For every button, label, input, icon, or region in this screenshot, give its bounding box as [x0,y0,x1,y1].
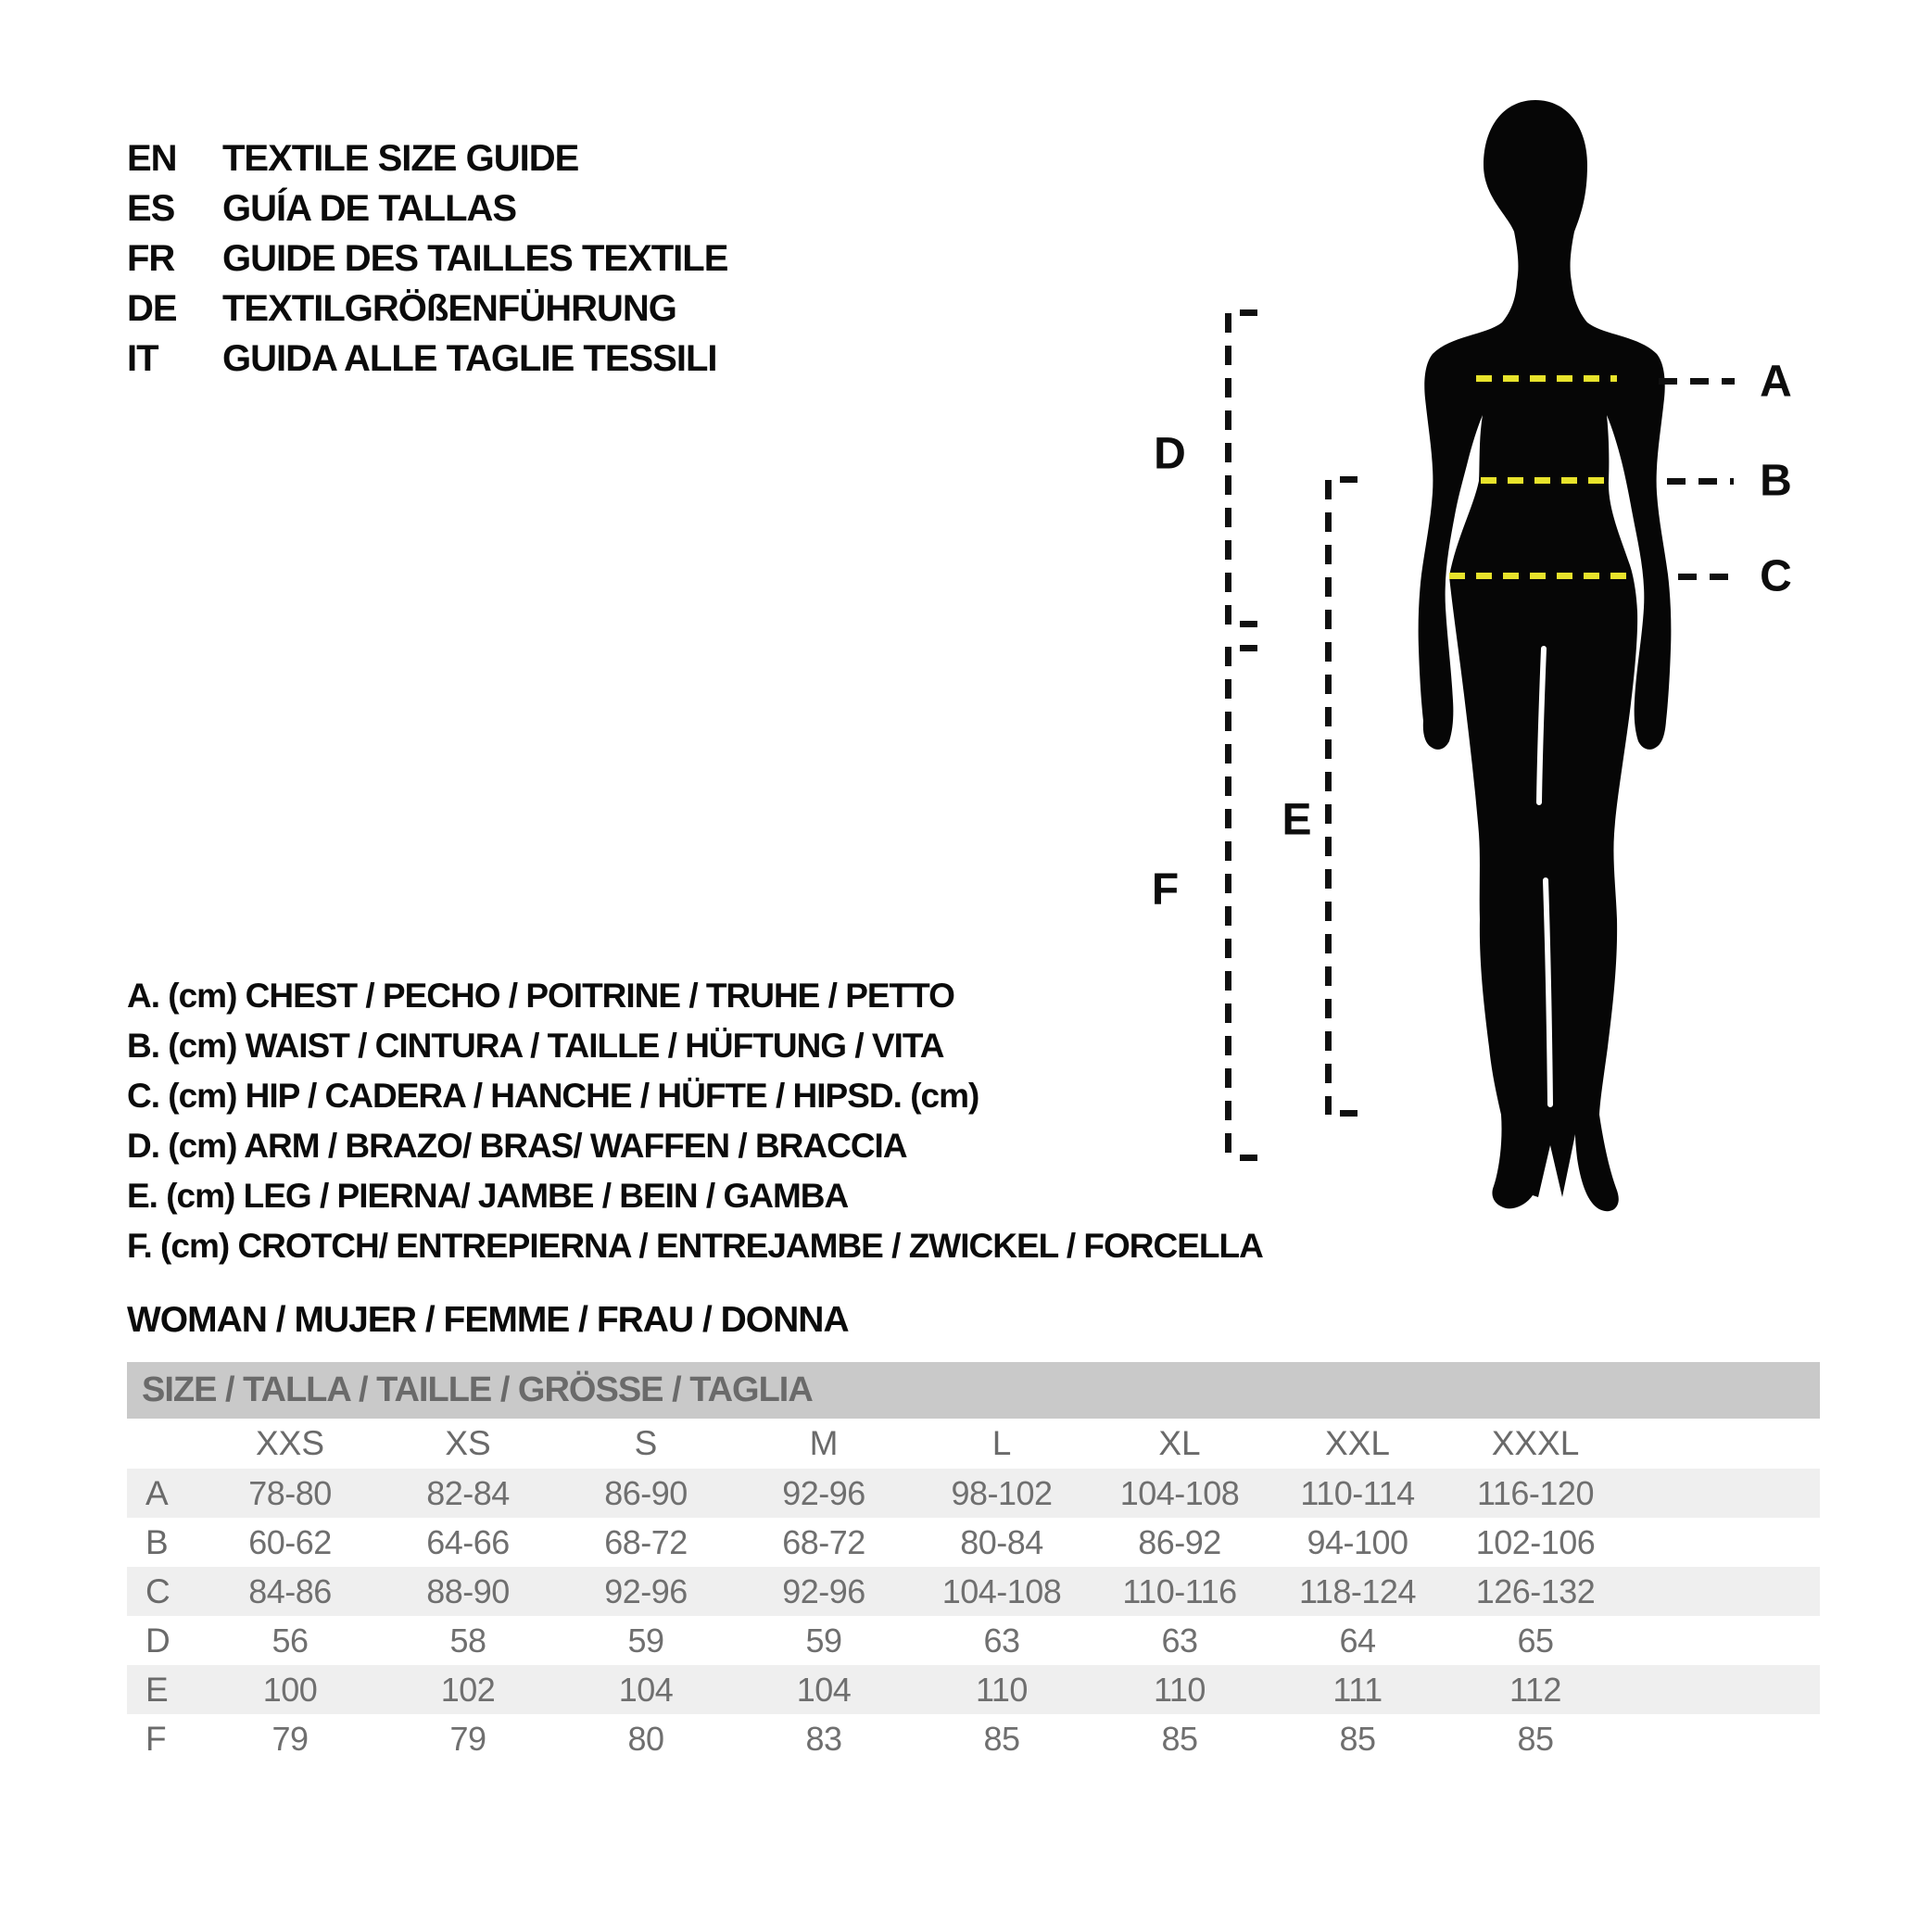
size-column-header: L [991,1424,1012,1462]
table-cell: 85 [1161,1719,1198,1758]
hip-callout-line [1678,574,1734,580]
language-title: GUIDA ALLE TAGLIE TESSILI [222,337,717,379]
table-cell: 56 [271,1621,309,1660]
table-cell: 110-114 [1300,1473,1415,1512]
table-cell: 104-108 [1119,1473,1240,1512]
arm-measure-line [1225,313,1231,630]
language-title: TEXTILE SIZE GUIDE [222,137,579,179]
table-cell: 59 [805,1621,842,1660]
legend-line-chest: A. (cm) CHEST / PECHO / POITRINE / TRUHE / PETTO [127,977,954,1015]
table-cell: 68-72 [782,1522,865,1561]
table-cell: 92-96 [782,1473,865,1512]
table-cell: 79 [449,1719,486,1758]
row-label: A [145,1473,169,1512]
table-row-chest [127,1469,1820,1518]
table-cell: 104 [796,1670,852,1709]
table-row-arm [127,1616,1820,1665]
table-cell: 68-72 [604,1522,688,1561]
table-cell: 92-96 [604,1571,688,1610]
legend-line-waist: B. (cm) WAIST / CINTURA / TAILLE / HÜFTUNG / VITA [127,1027,944,1065]
size-table [127,1362,1820,1763]
arm-line-top-tick [1240,309,1257,316]
size-column-header: XXXL [1491,1424,1580,1462]
table-cell: 126-132 [1475,1571,1596,1610]
table-cell: 92-96 [782,1571,865,1610]
table-cell: 111 [1332,1670,1383,1709]
crotch-line-top-tick [1240,645,1257,651]
figure-label-leg: E [1282,795,1311,845]
language-code: FR [127,237,175,279]
table-cell: 78-80 [248,1473,332,1512]
size-column-header: XS [445,1424,491,1462]
language-title: GUIDE DES TAILLES TEXTILE [222,237,728,279]
table-cell: 80-84 [960,1522,1043,1561]
language-title: TEXTILGRÖßENFÜHRUNG [222,287,676,329]
chest-callout-line [1659,378,1735,385]
table-cell: 104-108 [941,1571,1062,1610]
size-table-title: SIZE / TALLA / TAILLE / GRÖSSE / TAGLIA [127,1362,1820,1419]
table-cell: 80 [627,1719,664,1758]
table-cell: 94-100 [1307,1522,1408,1561]
table-cell: 64-66 [426,1522,510,1561]
table-row-leg [127,1665,1820,1714]
size-column-header: XXL [1325,1424,1390,1462]
row-label: D [145,1621,170,1660]
table-cell: 64 [1339,1621,1376,1660]
figure-label-hip: C [1760,551,1791,601]
size-table-header-row [127,1419,1820,1469]
table-cell: 63 [983,1621,1020,1660]
table-cell: 85 [1339,1719,1376,1758]
table-row-waist [127,1518,1820,1567]
woman-silhouette-icon [1405,93,1683,1223]
row-label: E [145,1670,169,1709]
table-cell: 88-90 [426,1571,510,1610]
table-cell: 83 [805,1719,842,1758]
table-cell: 98-102 [951,1473,1053,1512]
waist-callout-line [1667,478,1734,485]
figure-label-waist: B [1760,456,1791,506]
leg-measure-line [1325,480,1332,1115]
language-code: ES [127,187,175,229]
legend-line-arm: D. (cm) ARM / BRAZO/ BRAS/ WAFFEN / BRACCIA [127,1127,907,1165]
table-cell: 118-124 [1299,1571,1416,1610]
legend-line-leg: E. (cm) LEG / PIERNA/ JAMBE / BEIN / GAMBA [127,1177,849,1215]
legend-line-hip: C. (cm) HIP / CADERA / HANCHE / HÜFTE / HIPSD. (cm) [127,1077,979,1115]
row-label: B [145,1522,169,1561]
table-cell: 65 [1517,1621,1554,1660]
figure-label-arm: D [1154,429,1185,479]
table-cell: 110 [1154,1670,1206,1709]
table-cell: 104 [618,1670,674,1709]
language-code: EN [127,137,177,179]
leg-line-bottom-tick [1340,1110,1357,1117]
language-title: GUÍA DE TALLAS [222,187,517,229]
figure-label-chest: A [1760,357,1791,407]
table-cell: 58 [449,1621,486,1660]
waist-line-highlight [1481,477,1610,484]
chest-line-highlight [1476,375,1617,382]
size-column-header: XL [1158,1424,1201,1462]
table-cell: 82-84 [426,1473,510,1512]
table-cell: 85 [983,1719,1020,1758]
table-cell: 86-92 [1138,1522,1221,1561]
table-cell: 60-62 [248,1522,332,1561]
leg-line-top-tick [1340,476,1357,483]
measurement-legend [127,971,1263,1271]
table-cell: 110-116 [1122,1571,1237,1610]
language-code: DE [127,287,177,329]
legend-line-crotch: F. (cm) CROTCH/ ENTREPIERNA / ENTREJAMBE / ZWICKEL / FORCELLA [127,1227,1263,1265]
row-label: C [145,1571,170,1610]
table-cell: 59 [627,1621,664,1660]
table-row-crotch [127,1714,1820,1763]
figure-label-crotch: F [1151,865,1179,915]
table-row-hip [127,1567,1820,1616]
table-cell: 102-106 [1475,1522,1596,1561]
hip-line-highlight [1449,573,1635,579]
table-cell: 79 [271,1719,309,1758]
table-cell: 84-86 [248,1571,332,1610]
table-cell: 102 [440,1670,496,1709]
table-cell: 110 [976,1670,1028,1709]
row-label: F [145,1719,167,1758]
table-cell: 63 [1161,1621,1198,1660]
language-code: IT [127,337,158,379]
table-cell: 112 [1509,1670,1561,1709]
gender-heading: WOMAN / MUJER / FEMME / FRAU / DONNA [127,1300,849,1340]
size-column-header: S [634,1424,658,1462]
table-cell: 86-90 [604,1473,688,1512]
table-cell: 100 [262,1670,318,1709]
table-cell: 116-120 [1477,1473,1594,1512]
arm-line-bottom-tick [1240,621,1257,627]
size-column-header: M [809,1424,839,1462]
table-cell: 85 [1517,1719,1554,1758]
size-column-header: XXS [255,1424,325,1462]
